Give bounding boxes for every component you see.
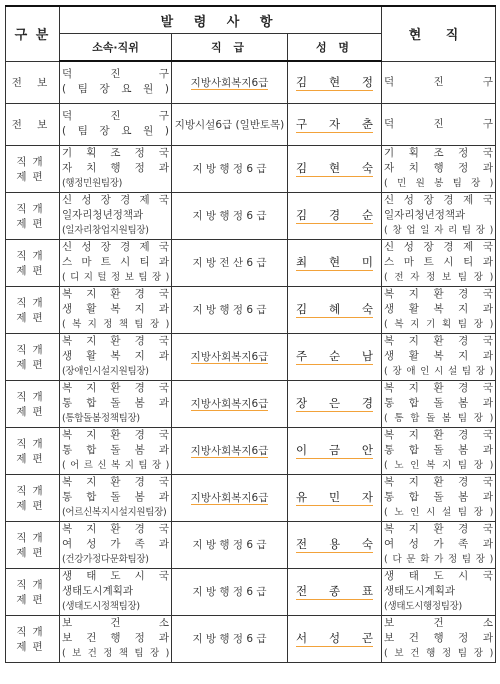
org-line: (생태도시정책팀장) xyxy=(62,601,140,612)
org-line: 생 활 복 지 과 xyxy=(62,350,169,362)
current-line: 신 성 장 경 제 국 xyxy=(384,194,494,206)
name-text: 서 성 곤 xyxy=(296,631,374,645)
gubun-cell: 직개 제편 xyxy=(6,192,60,239)
current-line: 통 합 돌 봄 과 xyxy=(384,491,494,503)
name-cell xyxy=(288,61,382,103)
current-line: 복 지 환 경 국 xyxy=(384,335,494,347)
current-line: ( 다 문 화 가 정 팀 장 ) xyxy=(384,554,494,565)
grade-text: 지방사회복지6급 xyxy=(190,492,269,504)
org-line: 복 지 환 경 국 xyxy=(62,335,169,347)
table-row xyxy=(6,521,496,568)
grade-cell: 지 방 행 정 6 급 xyxy=(172,615,288,662)
current-line: 생 활 복 지 과 xyxy=(384,303,494,315)
grade-text: 지방시설6급 (일반토목) xyxy=(174,118,285,131)
table-row xyxy=(6,568,496,615)
current-line: 보 건 행 정 과 xyxy=(384,632,494,644)
org-line: 생태도시계획과 xyxy=(62,585,134,597)
current-line: 복 지 환 경 국 xyxy=(384,429,494,441)
org-line: ( 복 지 정 책 팀 장 ) xyxy=(62,319,169,330)
org-cell xyxy=(60,103,172,145)
name-text: 전 종 표 xyxy=(296,584,374,598)
current-line: 일자리청년정책과 xyxy=(384,209,466,221)
current-line: 덕 진 구 xyxy=(384,117,494,130)
table-row xyxy=(6,474,496,521)
grade-text: 지방사회복지6급 xyxy=(190,351,269,363)
current-line: 기 획 조 정 국 xyxy=(384,147,494,159)
name-cell xyxy=(288,286,382,333)
grade-cell xyxy=(172,380,288,427)
name-cell xyxy=(288,103,382,145)
org-cell xyxy=(60,286,172,333)
personnel-table xyxy=(5,5,496,663)
header-jikgeup: 직 급 xyxy=(172,34,288,62)
current-cell xyxy=(382,521,496,568)
name-text: 이 금 안 xyxy=(296,443,374,457)
current-line: ( 복 지 기 획 팀 장 ) xyxy=(384,319,494,330)
current-line: 복 지 환 경 국 xyxy=(384,476,494,488)
org-cell xyxy=(60,145,172,192)
org-line: 여 성 가 족 과 xyxy=(62,538,169,550)
name-cell xyxy=(288,239,382,286)
org-line: ( 팀 장 요 원 ) xyxy=(62,125,169,137)
current-line: 자 치 행 정 과 xyxy=(384,162,494,174)
name-text: 장 은 경 xyxy=(296,396,374,410)
org-line: (장애인시설지원팀장) xyxy=(62,366,149,377)
org-line: ( 보 건 정 책 팀 장 ) xyxy=(62,648,169,659)
name-cell xyxy=(288,380,382,427)
gubun-cell: 직개 제편 xyxy=(6,474,60,521)
current-line: 스 마 트 시 티 과 xyxy=(384,256,494,268)
current-line: ( 장 애 인 시 설 팀 장 ) xyxy=(384,366,494,377)
name-cell xyxy=(288,192,382,239)
name-text: 최 현 미 xyxy=(296,255,374,269)
table-row xyxy=(6,333,496,380)
header-seongmyeong: 성 명 xyxy=(288,34,382,62)
grade-cell xyxy=(172,61,288,103)
current-cell xyxy=(382,615,496,662)
org-line: 복 지 환 경 국 xyxy=(62,429,169,441)
grade-cell: 지 방 행 정 6 급 xyxy=(172,568,288,615)
org-line: 신 성 장 경 제 국 xyxy=(62,194,169,206)
name-text: 김 경 순 xyxy=(296,208,374,222)
grade-cell: 지 방 행 정 6 급 xyxy=(172,145,288,192)
org-line: 복 지 환 경 국 xyxy=(62,382,169,394)
name-cell xyxy=(288,474,382,521)
name-text: 주 순 남 xyxy=(296,349,374,363)
table-row xyxy=(6,103,496,145)
org-line: 자 치 행 정 과 xyxy=(62,162,169,174)
grade-text: 지방사회복지6급 xyxy=(190,445,269,457)
header-hyeonjik: 현 직 xyxy=(382,6,496,61)
org-line: (어르신복지시설지원팀장) xyxy=(62,507,167,518)
current-line: 통 합 돌 봄 과 xyxy=(384,397,494,409)
current-line: 생 태 도 시 국 xyxy=(384,570,494,582)
gubun-cell: 직개 제편 xyxy=(6,286,60,333)
org-line: 통 합 돌 봄 과 xyxy=(62,444,169,456)
org-line: ( 어 르 신 복 지 팀 장 ) xyxy=(62,460,169,471)
org-cell xyxy=(60,568,172,615)
name-text: 구 자 춘 xyxy=(296,116,374,131)
current-line: 생태도시계획과 xyxy=(384,585,456,597)
header-balryeong: 발 령 사 항 xyxy=(60,6,382,34)
current-cell xyxy=(382,427,496,474)
current-cell xyxy=(382,103,496,145)
gubun-cell: 직개 제편 xyxy=(6,427,60,474)
grade-cell xyxy=(172,474,288,521)
table-row xyxy=(6,192,496,239)
table-row xyxy=(6,286,496,333)
org-line: 보 건 행 정 과 xyxy=(62,632,169,644)
current-cell xyxy=(382,239,496,286)
current-line: 복 지 환 경 국 xyxy=(384,523,494,535)
org-line: 덕 진 구 xyxy=(62,68,169,81)
name-text: 김 현 정 xyxy=(296,74,374,89)
org-line: 스 마 트 시 티 과 xyxy=(62,256,169,268)
current-cell xyxy=(382,145,496,192)
current-cell xyxy=(382,192,496,239)
current-line: ( 전 자 정 보 팀 장 ) xyxy=(384,272,494,283)
current-line: ( 보 건 행 정 팀 장 ) xyxy=(384,648,494,659)
current-line: 보 건 소 xyxy=(384,617,494,629)
table-row xyxy=(6,61,496,103)
gubun-cell: 전 보 xyxy=(6,103,60,145)
grade-cell xyxy=(172,333,288,380)
name-text: 김 혜 숙 xyxy=(296,302,374,316)
org-line: (건강가정다문화팀장) xyxy=(62,554,149,565)
org-cell xyxy=(60,615,172,662)
org-line: 덕 진 구 xyxy=(62,110,169,122)
gubun-cell: 직개 제편 xyxy=(6,615,60,662)
current-cell xyxy=(382,333,496,380)
current-line: ( 민 원 봉 팀 장 ) xyxy=(384,178,494,189)
grade-cell xyxy=(172,103,288,145)
grade-cell: 지 방 행 정 6 급 xyxy=(172,192,288,239)
name-text: 유 민 자 xyxy=(296,490,374,504)
current-cell xyxy=(382,286,496,333)
grade-text: 지방사회복지6급 xyxy=(190,76,269,89)
org-cell xyxy=(60,474,172,521)
table-row xyxy=(6,380,496,427)
org-line: (행정민원팀장) xyxy=(62,178,123,189)
current-line: (생태도시행정팀장) xyxy=(384,601,462,612)
header-gubun: 구 분 xyxy=(6,6,60,61)
org-cell xyxy=(60,61,172,103)
current-line: 덕 진 구 xyxy=(384,75,494,88)
org-line: 복 지 환 경 국 xyxy=(62,476,169,488)
org-line: 복 지 환 경 국 xyxy=(62,288,169,300)
name-cell xyxy=(288,521,382,568)
current-line: ( 통 합 돌 봄 팀 장 ) xyxy=(384,413,494,424)
org-cell xyxy=(60,427,172,474)
current-cell xyxy=(382,474,496,521)
org-line: 통 합 돌 봄 과 xyxy=(62,397,169,409)
current-cell xyxy=(382,61,496,103)
current-line: 신 성 장 경 제 국 xyxy=(384,241,494,253)
grade-cell xyxy=(172,427,288,474)
table-row xyxy=(6,427,496,474)
current-line: 복 지 환 경 국 xyxy=(384,382,494,394)
current-cell xyxy=(382,380,496,427)
gubun-cell: 직개 제편 xyxy=(6,568,60,615)
org-line: (통합돌봄정책팀장) xyxy=(62,413,140,424)
current-line: ( 창 업 일 자 리 팀 장 ) xyxy=(384,225,494,236)
name-cell xyxy=(288,615,382,662)
org-line: 일자리청년정책과 xyxy=(62,209,144,221)
org-cell xyxy=(60,192,172,239)
org-line: 신 성 장 경 제 국 xyxy=(62,241,169,253)
gubun-cell: 직개 제편 xyxy=(6,333,60,380)
current-line: ( 노 인 복 지 팀 장 ) xyxy=(384,460,494,471)
org-line: 통 합 돌 봄 과 xyxy=(62,491,169,503)
grade-cell: 지 방 행 정 6 급 xyxy=(172,521,288,568)
current-line: 복 지 환 경 국 xyxy=(384,288,494,300)
gubun-cell: 전 보 xyxy=(6,61,60,103)
gubun-cell: 직개 제편 xyxy=(6,521,60,568)
current-line: 통 합 돌 봄 과 xyxy=(384,444,494,456)
grade-cell: 지 방 행 정 6 급 xyxy=(172,286,288,333)
name-cell xyxy=(288,427,382,474)
current-cell xyxy=(382,568,496,615)
current-line: ( 노 인 시 설 팀 장 ) xyxy=(384,507,494,518)
table-row xyxy=(6,145,496,192)
org-line: 보 건 소 xyxy=(62,617,169,629)
gubun-cell: 직개 제편 xyxy=(6,145,60,192)
org-line: 생 태 도 시 국 xyxy=(62,570,169,582)
org-line: 생 활 복 지 과 xyxy=(62,303,169,315)
org-cell xyxy=(60,333,172,380)
name-text: 김 현 숙 xyxy=(296,161,374,175)
current-line: 생 활 복 지 과 xyxy=(384,350,494,362)
header-sosok: 소속·직위 xyxy=(60,34,172,62)
grade-cell: 지 방 전 산 6 급 xyxy=(172,239,288,286)
grade-text: 지방사회복지6급 xyxy=(190,398,269,410)
org-line: ( 팀 장 요 원 ) xyxy=(62,83,169,96)
org-line: (일자리창업지원팀장) xyxy=(62,225,149,236)
org-cell xyxy=(60,380,172,427)
current-line: 여 성 가 족 과 xyxy=(384,538,494,550)
org-cell xyxy=(60,521,172,568)
name-cell xyxy=(288,145,382,192)
org-line: 기 획 조 정 국 xyxy=(62,147,169,159)
org-line: ( 디 지 털 정 보 팀 장 ) xyxy=(62,272,169,283)
org-cell xyxy=(60,239,172,286)
name-text: 전 용 숙 xyxy=(296,537,374,551)
gubun-cell: 직개 제편 xyxy=(6,380,60,427)
gubun-cell: 직개 제편 xyxy=(6,239,60,286)
org-line: 복 지 환 경 국 xyxy=(62,523,169,535)
table-row xyxy=(6,615,496,662)
name-cell xyxy=(288,333,382,380)
table-row xyxy=(6,239,496,286)
name-cell xyxy=(288,568,382,615)
